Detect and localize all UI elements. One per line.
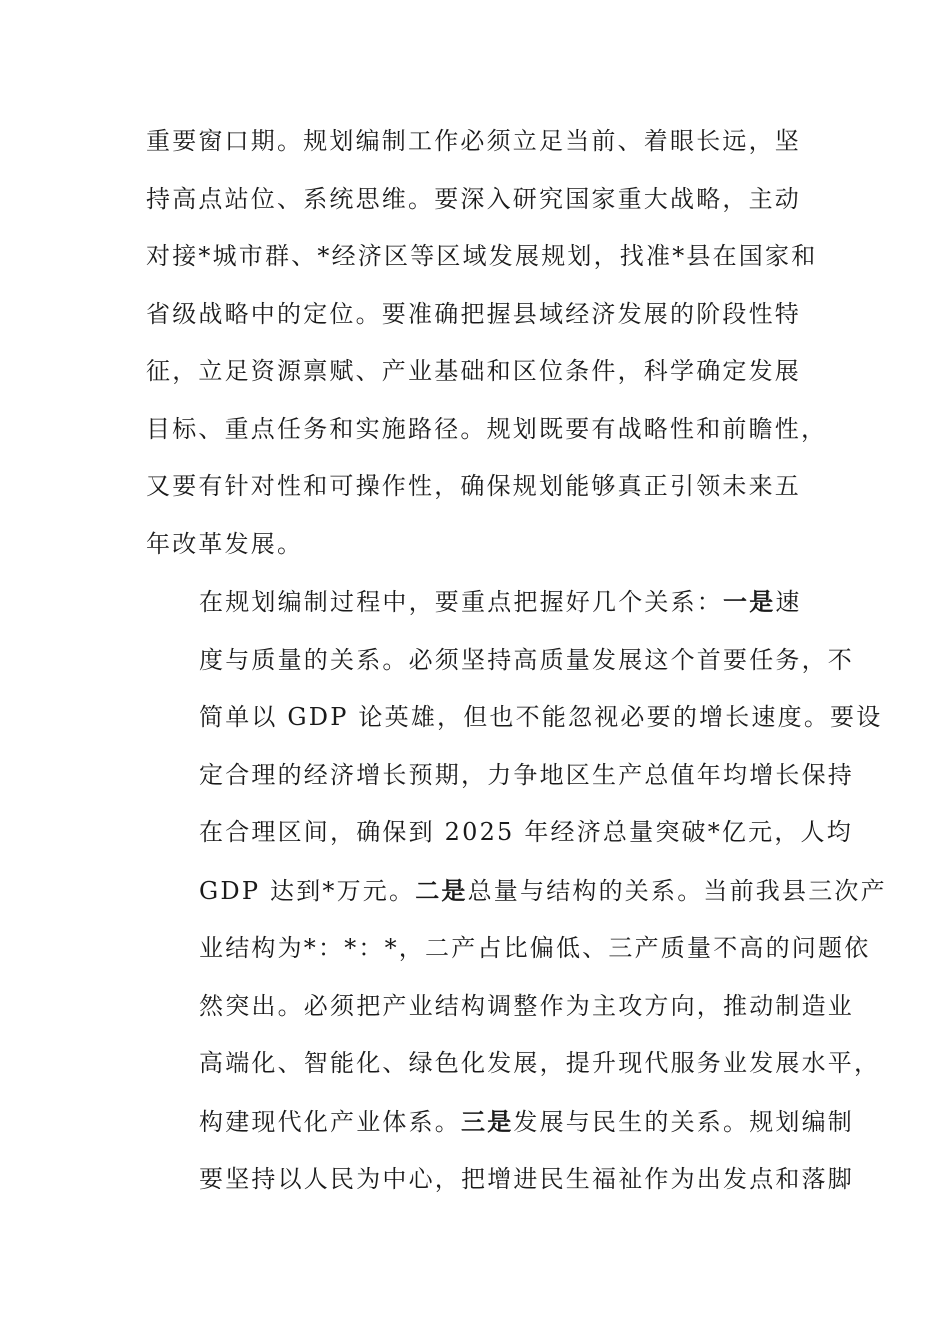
emphasis-label: 一是 (723, 587, 776, 616)
emphasis-label: 二是 (415, 875, 468, 905)
text-segment: 然突出。必须把产业结构调整作为主攻方向，推动制造业 (199, 991, 854, 1020)
text-line: 省级战略中的定位。要准确把握县域经济发展的阶段性特 (146, 299, 801, 328)
text-line: 征，立足资源禀赋、产业基础和区位条件，科学确定发展 (146, 357, 801, 385)
text-line: 重要窗口期。规划编制工作必须立足当前、着眼长远，坚 (146, 127, 801, 155)
text-segment: 速 (775, 588, 802, 616)
text-line: 又要有针对性和可操作性，确保规划能够真正引领未来五 (146, 472, 801, 500)
text-line (146, 978, 854, 1036)
text-line (146, 1093, 855, 1152)
text-line (146, 573, 806, 632)
text-segment: 定合理的经济增长预期，力争地区生产总值年均增长保持 (199, 760, 854, 789)
text-segment: 业结构为*：*：*，二产占比偏低、三产质量不高的问题依 (199, 934, 871, 962)
text-line (146, 862, 887, 921)
text-segment: 在合理区间，确保到 2025 年经济总量突破*亿元，人均 (199, 818, 853, 846)
text-line (146, 632, 854, 690)
text-line (146, 747, 854, 805)
text-line: 对接*城市群、*经济区等区域发展规划，找准*县在国家和 (146, 242, 818, 270)
text-segment: GDP 达到*万元。 (199, 876, 416, 905)
text-segment: 高端化、智能化、绿色化发展，提升现代服务业发展水平， (199, 1049, 881, 1077)
text-segment: 总量与结构的关系。当前我县三次产 (467, 876, 887, 905)
text-line: 年改革发展。 (146, 529, 304, 558)
text-line (146, 1035, 881, 1093)
text-segment: 在规划编制过程中，要重点把握好几个关系： (199, 588, 723, 616)
text-segment: 要坚持以人民为中心，把增进民生福祉作为出发点和落脚 (199, 1165, 854, 1193)
paragraph-1 (146, 113, 828, 573)
body-text (146, 113, 887, 1209)
text-segment: 简单以 GDP 论英雄，但也不能忽视必要的增长速度。要设 (199, 703, 883, 731)
text-line (146, 804, 853, 862)
text-line (146, 1151, 854, 1209)
paragraph-2 (146, 573, 887, 1209)
text-segment: 度与质量的关系。必须坚持高质量发展这个首要任务，不 (199, 645, 854, 674)
text-line: 目标、重点任务和实施路径。规划既要有战略性和前瞻性， (146, 414, 828, 443)
text-line (146, 689, 883, 747)
text-segment: 发展与民生的关系。规划编制 (513, 1107, 855, 1136)
text-line: 持高点站位、系统思维。要深入研究国家重大战略，主动 (146, 184, 801, 213)
text-line (146, 920, 871, 978)
emphasis-label: 三是 (461, 1106, 514, 1136)
text-segment: 构建现代化产业体系。 (199, 1107, 461, 1136)
